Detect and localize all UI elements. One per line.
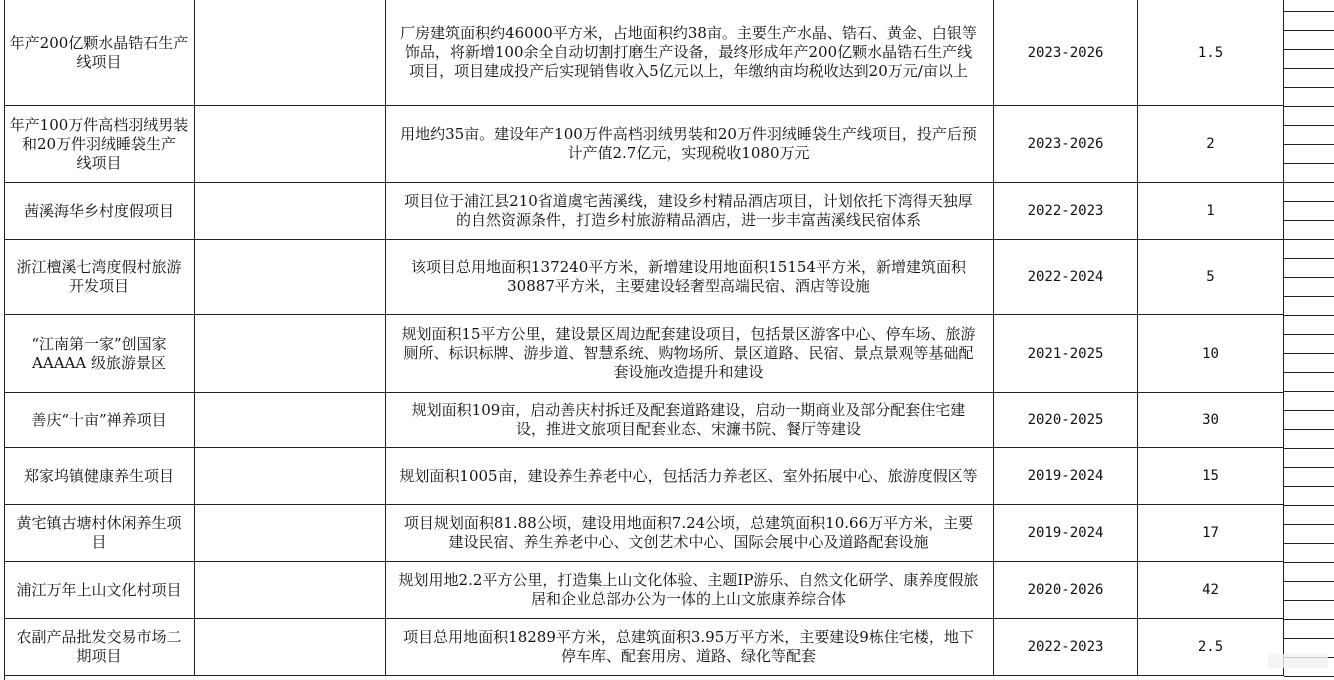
grid-line bbox=[1284, 239, 1334, 240]
cell-amount[interactable] bbox=[1138, 448, 1284, 505]
grid-line bbox=[1284, 277, 1334, 278]
cell-text-years: 2019-2024 bbox=[1027, 468, 1104, 484]
grid-line bbox=[1284, 410, 1334, 411]
cell-desc[interactable] bbox=[386, 106, 994, 183]
grid-line bbox=[1284, 258, 1334, 259]
grid-line bbox=[1284, 372, 1334, 373]
grid-line bbox=[1284, 505, 1334, 506]
cell-years[interactable] bbox=[994, 393, 1138, 448]
cell-text-name: 年产200亿颗水晶锆石生产线项目 bbox=[9, 33, 189, 71]
grid-line bbox=[1284, 391, 1334, 392]
cell-desc[interactable] bbox=[386, 562, 994, 619]
cell-name[interactable] bbox=[4, 505, 195, 562]
cell-desc[interactable] bbox=[386, 183, 994, 240]
cell-empty[interactable] bbox=[195, 562, 386, 619]
grid-line bbox=[1284, 11, 1334, 12]
cell-text-name: 农副产品批发交易市场二 期项目 bbox=[16, 628, 182, 665]
watermark bbox=[1268, 654, 1328, 668]
grid-line bbox=[1284, 49, 1334, 50]
cell-text-desc: 项目总用地面积18289平方米，总建筑面积3.95万平方米，主要建设9栋住宅楼，地下停车库、配套用房、道路、绿化等配套 bbox=[403, 628, 974, 665]
grid-line bbox=[1284, 334, 1334, 335]
cell-text-years: 2023-2026 bbox=[1027, 136, 1104, 152]
cell-years[interactable] bbox=[994, 240, 1138, 315]
cell-text-desc: 厂房建筑面积约46000平方米，占地面积约38亩。主要生产水晶、锆石、黄金、白银等饰品，将新增100余全自动切割打磨生产设备，最终形成年产200亿颗水晶锆石生产线项目，项目建成投产后实现销售收入5亿元以上，年缴纳亩均税收达到20万元/亩以上 bbox=[400, 24, 977, 80]
grid-line bbox=[1284, 106, 1334, 107]
cell-desc[interactable] bbox=[386, 619, 994, 676]
cell-years[interactable] bbox=[994, 505, 1138, 562]
cell-desc[interactable] bbox=[386, 240, 994, 315]
cell-text-years: 2021-2025 bbox=[1027, 345, 1104, 362]
cell-text-years: 2023-2026 bbox=[1027, 44, 1104, 61]
cell-text-years: 2020-2025 bbox=[1027, 412, 1104, 428]
cell-text-desc: 项目规划面积81.88公顷，建设用地面积7.24公顷，总建筑面积10.66万平方米，主要建设民宿、养生养老中心、文创艺术中心、国际会展中心及道路配套设施 bbox=[403, 514, 974, 551]
cell-text-amount: 1.5 bbox=[1197, 44, 1224, 61]
cell-amount[interactable] bbox=[1138, 183, 1284, 240]
cell-text-amount: 42 bbox=[1202, 582, 1219, 598]
grid-line bbox=[1284, 315, 1334, 316]
cell-empty[interactable] bbox=[195, 183, 386, 240]
cell-amount[interactable] bbox=[1138, 393, 1284, 448]
cell-empty[interactable] bbox=[195, 0, 386, 106]
cell-name[interactable] bbox=[4, 0, 195, 106]
grid-line bbox=[1284, 296, 1334, 297]
cell-desc[interactable] bbox=[386, 315, 994, 393]
cell-name[interactable] bbox=[4, 240, 195, 315]
cell-desc[interactable] bbox=[386, 0, 994, 106]
grid-line bbox=[1284, 562, 1334, 563]
cell-text-name: 浦江万年上山文化村项目 bbox=[16, 580, 182, 599]
cell-text-desc: 规划面积109亩，启动善庆村拆迁及配套道路建设，启动一期商业及部分配套住宅建设，推进文旅项目配套业态、宋濂书院、餐厅等建设 bbox=[411, 401, 966, 438]
cell-text-desc: 项目位于浦江县210省道虞宅茜溪线，建设乡村精品酒店项目，计划依托下湾得天独厚的自然资源条件，打造乡村旅游精品酒店，进一步丰富茜溪线民宿体系 bbox=[404, 192, 973, 229]
grid-line bbox=[1284, 163, 1334, 164]
cell-amount[interactable] bbox=[1138, 315, 1284, 393]
grid-left-border bbox=[4, 0, 5, 680]
cell-years[interactable] bbox=[994, 315, 1138, 393]
grid-line bbox=[1284, 467, 1334, 468]
grid-line bbox=[1284, 619, 1334, 620]
cell-text-amount: 2.5 bbox=[1197, 639, 1224, 655]
cell-name[interactable] bbox=[4, 393, 195, 448]
cell-years[interactable] bbox=[994, 448, 1138, 505]
cell-text-amount: 1 bbox=[1206, 203, 1215, 219]
cell-desc[interactable] bbox=[386, 448, 994, 505]
grid-line bbox=[1284, 30, 1334, 31]
cell-empty[interactable] bbox=[195, 505, 386, 562]
cell-desc[interactable] bbox=[386, 393, 994, 448]
cell-text-desc: 用地约35亩。建设年产100万件高档羽绒男装和20万件羽绒睡袋生产线项目，投产后预计产值2.7亿元，实现税收1080万元 bbox=[400, 125, 977, 162]
grid-line bbox=[1284, 448, 1334, 449]
grid-line bbox=[1284, 220, 1334, 221]
cell-text-name: 郑家坞镇健康养生项目 bbox=[23, 466, 174, 485]
grid-line bbox=[1284, 87, 1334, 88]
cell-amount[interactable] bbox=[1138, 562, 1284, 619]
cell-name[interactable] bbox=[4, 183, 195, 240]
grid-line bbox=[1284, 201, 1334, 202]
cell-name[interactable] bbox=[4, 562, 195, 619]
grid-line bbox=[1284, 676, 1334, 677]
cell-text-name: 浙江檀溪七湾度假村旅游 开发项目 bbox=[16, 258, 182, 295]
cell-text-amount: 2 bbox=[1206, 136, 1215, 152]
grid-line bbox=[1284, 524, 1334, 525]
grid-line bbox=[1284, 543, 1334, 544]
grid-line bbox=[1284, 486, 1334, 487]
cell-empty[interactable] bbox=[195, 106, 386, 183]
cell-years[interactable] bbox=[994, 0, 1138, 106]
cell-years[interactable] bbox=[994, 106, 1138, 183]
cell-text-amount: 10 bbox=[1202, 345, 1219, 362]
grid-line bbox=[1284, 144, 1334, 145]
cell-text-amount: 30 bbox=[1202, 412, 1219, 428]
cell-name[interactable] bbox=[4, 315, 195, 393]
cell-text-amount: 5 bbox=[1206, 269, 1215, 285]
grid-line bbox=[1284, 182, 1334, 183]
cell-name[interactable] bbox=[4, 619, 195, 676]
cell-empty[interactable] bbox=[195, 448, 386, 505]
cell-empty[interactable] bbox=[195, 315, 386, 393]
cell-text-years: 2019-2024 bbox=[1027, 525, 1104, 541]
grid-line bbox=[1284, 353, 1334, 354]
cell-text-amount: 15 bbox=[1202, 468, 1219, 484]
cell-years[interactable] bbox=[994, 619, 1138, 676]
cell-text-years: 2022-2023 bbox=[1027, 203, 1104, 219]
grid-line bbox=[1284, 429, 1334, 430]
grid-line bbox=[1284, 600, 1334, 601]
cell-text-desc: 规划面积15平方公里，建设景区周边配套建设项目，包括景区游客中心、停车场、旅游厕所、标识标牌、游步道、智慧系统、购物场所、景区道路、民宿、景点景观等基础配套设施改造提升和建设 bbox=[401, 325, 976, 381]
cell-name[interactable] bbox=[4, 448, 195, 505]
cell-years[interactable] bbox=[994, 562, 1138, 619]
cell-amount[interactable] bbox=[1138, 106, 1284, 183]
cell-desc[interactable] bbox=[386, 505, 994, 562]
cell-text-desc: 规划面积1005亩，建设养生养老中心，包括活力养老区、室外拓展中心、旅游度假区等 bbox=[399, 466, 978, 485]
cell-text-name: “江南第一家”创国家AAAAA 级旅游景区 bbox=[31, 334, 167, 372]
grid-line bbox=[1284, 68, 1334, 69]
cell-text-name: 黄宅镇古塘村休闲养生项 目 bbox=[16, 514, 182, 551]
cell-name[interactable] bbox=[4, 106, 195, 183]
grid-line bbox=[1284, 581, 1334, 582]
cell-years[interactable] bbox=[994, 183, 1138, 240]
cell-text-years: 2022-2023 bbox=[1027, 639, 1104, 655]
cell-amount[interactable] bbox=[1138, 505, 1284, 562]
cell-text-name: 善庆“十亩”禅养项目 bbox=[31, 410, 167, 429]
cell-empty[interactable] bbox=[195, 393, 386, 448]
cell-text-years: 2020-2026 bbox=[1027, 582, 1104, 598]
cell-text-name: 茜溪海华乡村度假项目 bbox=[23, 201, 174, 220]
cell-empty[interactable] bbox=[195, 240, 386, 315]
cell-amount[interactable] bbox=[1138, 619, 1284, 676]
cell-amount[interactable] bbox=[1138, 0, 1284, 106]
cell-text-name: 年产100万件高档羽绒男装和20万件羽绒睡袋生产 线项目 bbox=[9, 115, 189, 172]
cell-text-years: 2022-2024 bbox=[1027, 269, 1104, 285]
cell-text-amount: 17 bbox=[1202, 525, 1219, 541]
cell-text-desc: 规划用地2.2平方公里，打造集上山文化体验、主题IP游乐、自然文化研学、康养度假旅居和企业总部办公为一体的上山文旅康养综合体 bbox=[398, 571, 979, 608]
grid-line bbox=[1284, 638, 1334, 639]
grid-line bbox=[1284, 125, 1334, 126]
cell-text-desc: 该项目总用地面积137240平方米，新增建设用地面积15154平方米，新增建筑面积30887平方米，主要建设轻奢型高端民宿、酒店等设施 bbox=[411, 258, 966, 295]
cell-amount[interactable] bbox=[1138, 240, 1284, 315]
cell-empty[interactable] bbox=[195, 619, 386, 676]
